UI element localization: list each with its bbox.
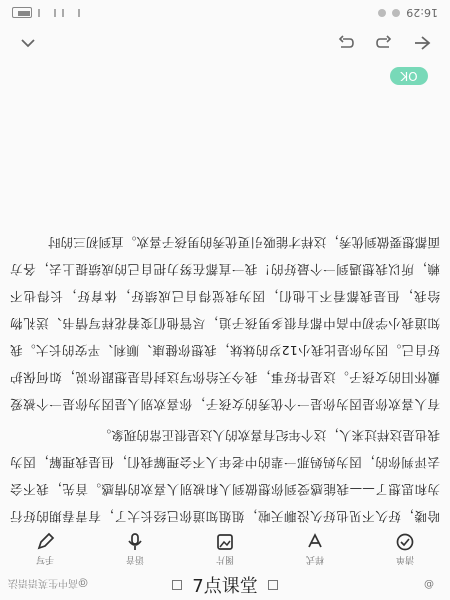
- tab-label: 清单: [395, 553, 414, 564]
- battery-icon: [12, 8, 32, 19]
- bottom-tabs: [0, 528, 450, 570]
- signal-icon: [62, 9, 80, 17]
- tab-handwriting[interactable]: [10, 528, 80, 570]
- chevron-down-icon[interactable]: [18, 33, 38, 53]
- notification-dot-icon: [378, 9, 386, 17]
- note-text-rotated[interactable]: [10, 60, 440, 530]
- ok-badge: OK: [390, 67, 428, 85]
- footer-title: 7点课堂: [192, 576, 258, 597]
- tab-label: 语音: [125, 553, 144, 564]
- tab-checklist[interactable]: [370, 528, 440, 570]
- note-content[interactable]: [10, 60, 440, 530]
- tab-image[interactable]: [190, 528, 260, 570]
- notification-dot-icon: [392, 9, 400, 17]
- pen-icon: [35, 532, 55, 552]
- status-time: 16:29: [406, 6, 438, 20]
- square-icon: [268, 580, 278, 590]
- tab-style[interactable]: [280, 528, 350, 570]
- toolbar-right: [336, 33, 432, 53]
- tab-label: 图片: [215, 553, 234, 564]
- tab-label: 手写: [35, 553, 54, 564]
- square-icon: [172, 580, 182, 590]
- paragraph[interactable]: 有人喜欢你是因为你是一个优秀的女孩子，你喜欢别人是因为你是一个被爱戴怀旧的女孩子。这是件好事，我今天给你写这封信是想跟你说，如何保护好自己。因为你是比我小12岁的妹妹，我想你健康、顺利、平安的长大。我知道我小学初中高中都有很多男孩子追，尽管他们变着花样写情书、送礼物给我，但是我都看不上他们，因为我觉得自己成绩好，体育好，长得也不赖，所以我想遇到一个最好的！我一直都在努力把自己的成绩提上去，各方面都想要做到优秀，这样才能吸引更优秀的男孩子喜欢。直到初三的时: [10, 235, 440, 412]
- status-right: [12, 8, 80, 19]
- watermark-right: @: [424, 579, 434, 590]
- text-style-icon: [305, 532, 325, 552]
- paragraph[interactable]: 哈喽，好久不见也好久没聊天啦，姐姐知道你已经长大了，有青春期的好行为和思想了——我能感受到你想做到人和被别人喜欢的情感。首先，我不会去评判你的，因为妈妈那一辈的中老年人不会理解我们，但是我理解，因为我也是这样过来人，这个年纪有喜欢的人这是很正常的现象。: [10, 428, 440, 524]
- undo-icon[interactable]: [336, 33, 356, 53]
- tab-label: 样式: [305, 553, 324, 564]
- redo-icon[interactable]: [374, 33, 394, 53]
- arrow-left-icon[interactable]: [412, 33, 432, 53]
- toolbar-left: [18, 33, 38, 53]
- microphone-icon: [125, 532, 145, 552]
- wifi-icon: [38, 9, 56, 17]
- image-icon: [215, 532, 235, 552]
- watermark-left: @高中生英语语法: [8, 577, 88, 588]
- tab-voice[interactable]: [100, 528, 170, 570]
- top-toolbar: [0, 28, 450, 58]
- check-circle-icon: [395, 532, 415, 552]
- status-left: [378, 7, 438, 20]
- status-bar: [0, 0, 450, 26]
